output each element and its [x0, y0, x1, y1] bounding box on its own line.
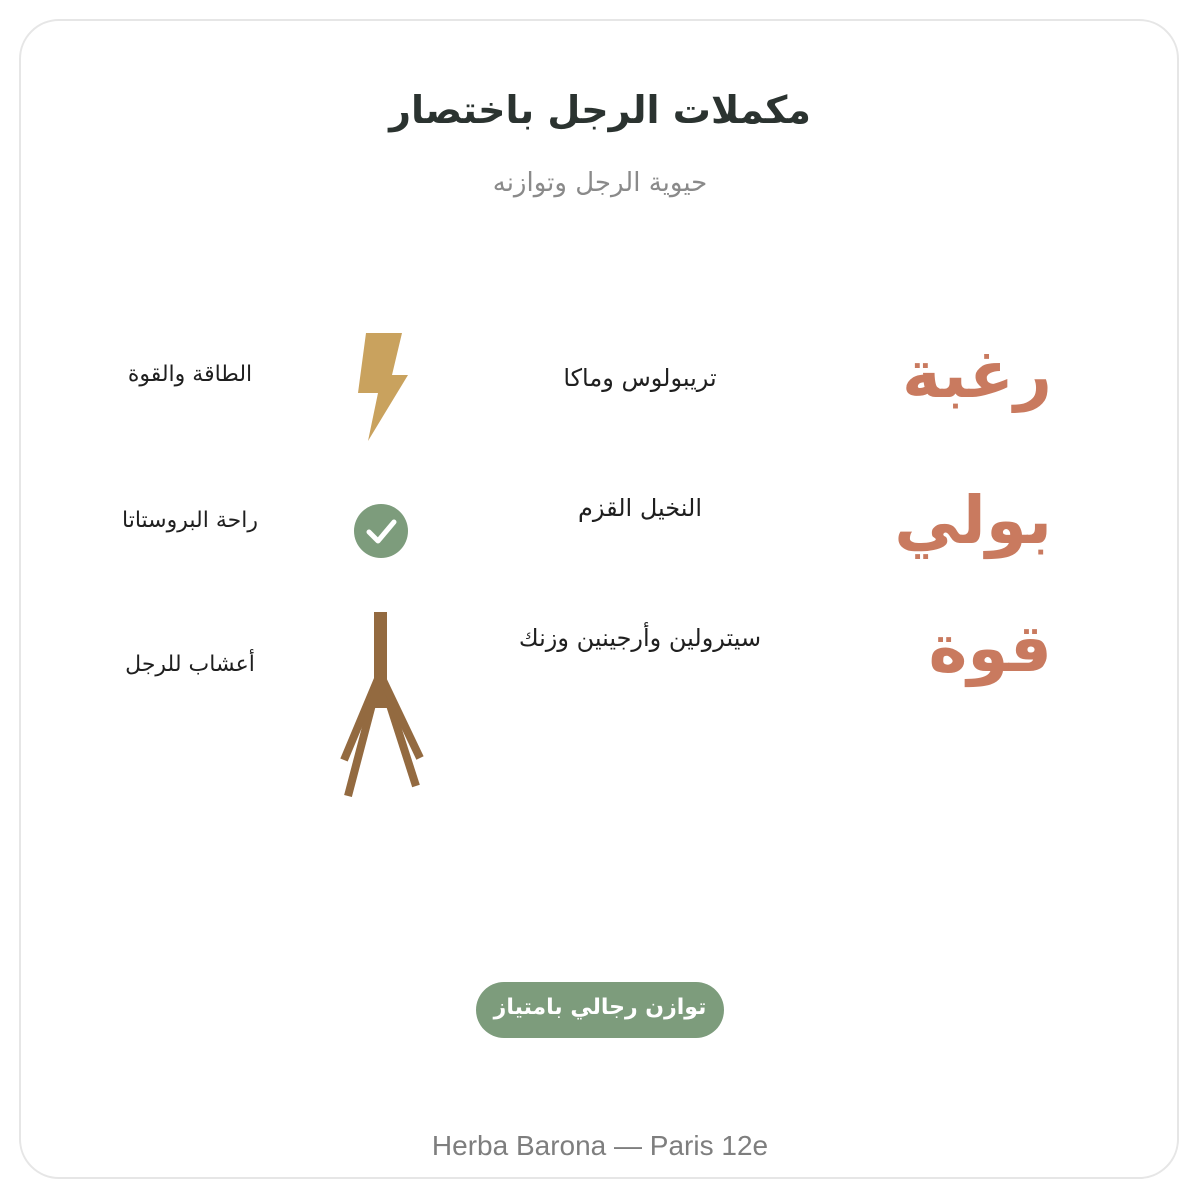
benefit-prostate-comfort: راحة البروستاتا — [122, 508, 258, 533]
cta-button[interactable]: توازن رجالي بامتياز — [476, 982, 724, 1038]
footer-brand: Herba Barona — Paris 12e — [431, 1130, 769, 1161]
check-circle-icon — [353, 503, 409, 559]
ingredient-citrulline-arginine-zinc: سيترولين وأرجينين وزنك — [518, 624, 762, 652]
page-subtitle: حيوية الرجل وتوازنه — [492, 168, 708, 198]
page-title: مكملات الرجل باختصار — [389, 88, 811, 132]
root-icon — [336, 610, 426, 800]
keyword-urinary: بولي — [894, 482, 1052, 559]
lightning-bolt-icon — [356, 333, 410, 441]
ingredient-saw-palmetto: النخيل القزم — [578, 494, 702, 522]
keyword-strength: قوة — [928, 610, 1052, 687]
benefit-herbs-for-men: أعشاب للرجل — [125, 652, 255, 677]
keyword-desire: رغبة — [901, 336, 1052, 413]
benefit-energy-strength: الطاقة والقوة — [127, 362, 253, 387]
ingredient-tribulus-maca: تريبولوس وماكا — [563, 364, 717, 392]
